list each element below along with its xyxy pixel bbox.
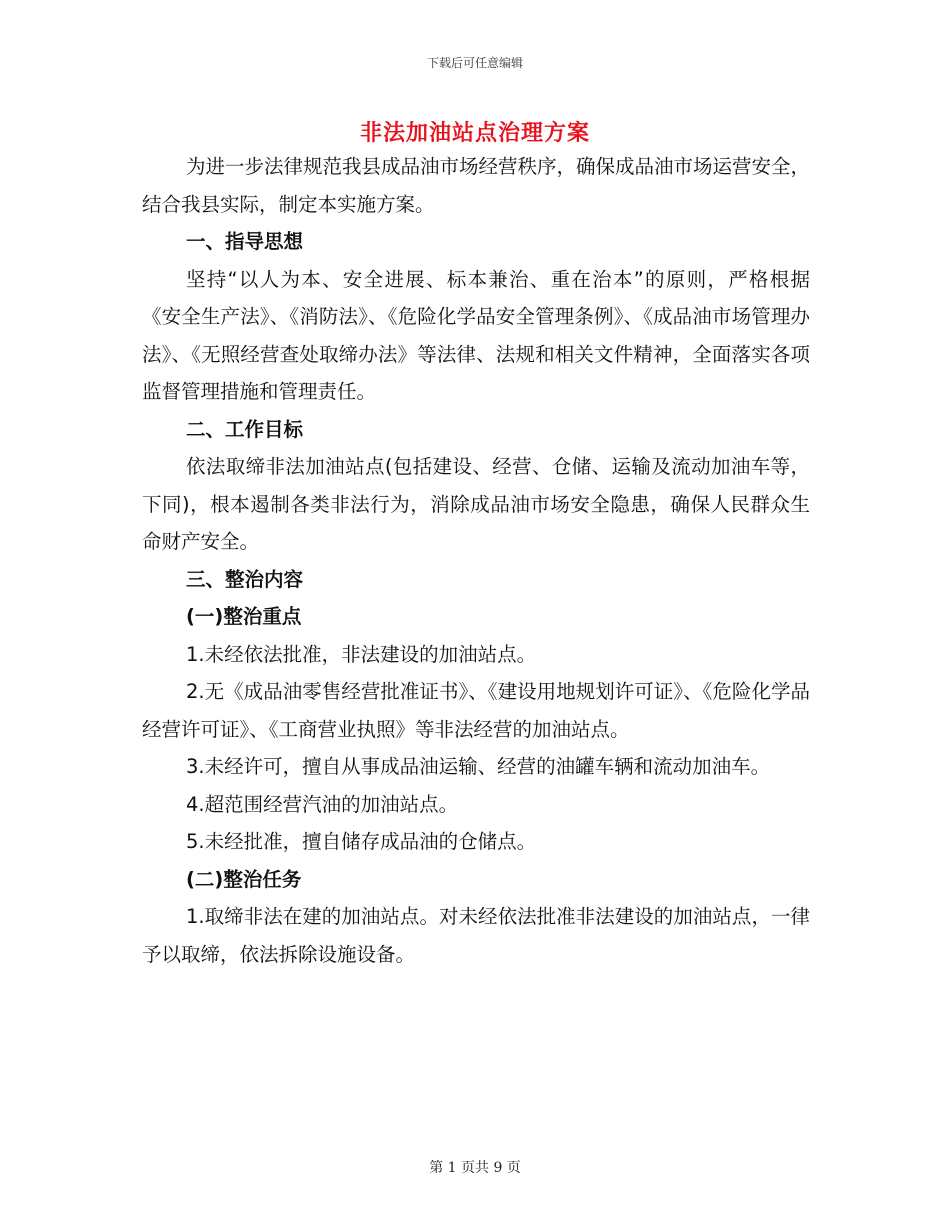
page-header-note: 下载后可任意编辑 [426,56,523,70]
list-item-key-point-4: 4.超范围经营汽油的加油站点。 [186,792,459,816]
section-heading-guiding-ideology: 一、指导思想 [186,230,304,253]
list-item-key-point-3: 3.未经许可，擅自从事成品油运输、经营的油罐车辆和流动加油车。 [186,755,771,778]
list-item-key-point-2: 2.无《成品油零售经营批准证书》、《建设用地规划许可证》、《危险化学品经营许可证》、《工商营业执照》等非法经营的加油站点。 [142,680,810,741]
list-item-task-1: 1.取缔非法在建的加油站点。对未经依法批准非法建设的加油站点，一律予以取缔，依法拆除设施设备。 [142,905,810,966]
document-title: 非法加油站点治理方案 [359,121,590,146]
paragraph-guiding-ideology: 坚持“以人为本、安全进展、标本兼治、重在治本”的原则，严格根据《安全生产法》、《消防法》、《危险化学品安全管理条例》、《成品油市场管理办法》、《无照经营查处取缔办法》等法律、法规和相关文件精神，全面落实各项监督管理措施和管理责任。 [142,267,810,403]
subsection-heading-tasks: (二)整治任务 [186,867,302,891]
subsection-heading-key-points: (一)整治重点 [186,605,302,628]
list-item-key-point-5: 5.未经批准，擅自储存成品油的仓储点。 [186,830,537,853]
paragraph-work-goals: 依法取缔非法加油站点(包括建设、经营、仓储、运输及流动加油车等，下同)，根本遏制各类非法行为，消除成品油市场安全隐患，确保人民群众生命财产安全。 [142,455,810,553]
section-heading-rectification-content: 三、整治内容 [186,567,304,591]
section-heading-work-goals: 二、工作目标 [186,417,304,441]
document-body [142,148,810,973]
page-number-footer: 第 1 页共 9 页 [429,1160,521,1176]
list-item-key-point-1: 1.未经依法批准，非法建设的加油站点。 [186,642,537,666]
intro-paragraph: 为进一步法律规范我县成品油市场经营秩序，确保成品油市场运营安全，结合我县实际，制定本实施方案。 [142,155,811,216]
